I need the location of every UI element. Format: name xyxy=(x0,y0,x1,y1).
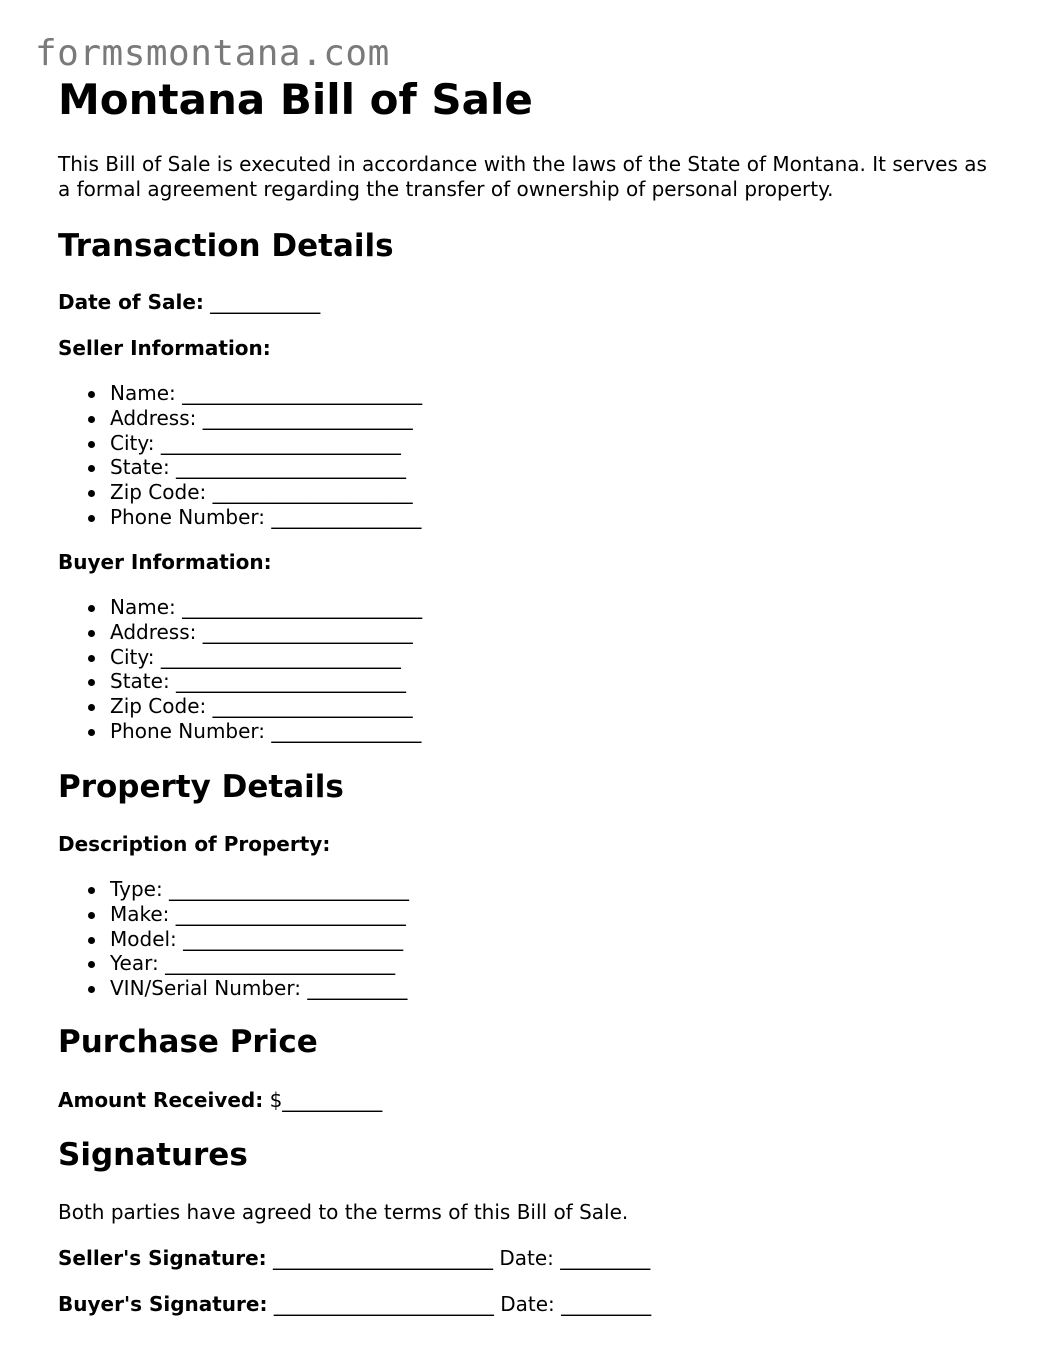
intro-paragraph: This Bill of Sale is executed in accordance with the laws of the State of Montana. It serves as a formal agreement regarding the transfer of ownership of personal property. xyxy=(58,152,987,201)
purchase-price-heading: Purchase Price xyxy=(58,1024,318,1060)
buyer-signature-line xyxy=(58,1292,651,1317)
property-make-field[interactable]: Make: _______________________ xyxy=(110,902,409,927)
buyer-address-field[interactable]: Address: _____________________ xyxy=(110,620,422,645)
seller-address-field[interactable]: Address: _____________________ xyxy=(110,406,422,431)
buyer-city-field[interactable]: City: ________________________ xyxy=(110,645,422,670)
amount-received-field[interactable]: $__________ xyxy=(269,1088,383,1112)
seller-info-list xyxy=(58,381,422,530)
buyer-info-list xyxy=(58,595,422,744)
buyer-signature-label: Buyer's Signature: xyxy=(58,1292,268,1316)
signatures-heading: Signatures xyxy=(58,1137,248,1173)
property-model-field[interactable]: Model: ______________________ xyxy=(110,927,409,952)
transaction-details-heading: Transaction Details xyxy=(58,228,394,264)
seller-signature-line xyxy=(58,1246,650,1271)
seller-signature-label: Seller's Signature: xyxy=(58,1246,267,1270)
amount-received-line xyxy=(58,1088,382,1113)
property-description-heading xyxy=(58,832,330,857)
buyer-name-field[interactable]: Name: ________________________ xyxy=(110,595,423,619)
seller-info-label: Seller Information: xyxy=(58,336,271,360)
seller-info-heading xyxy=(58,336,271,361)
buyer-phone-field[interactable]: Phone Number: _______________ xyxy=(110,718,422,743)
agreement-statement: Both parties have agreed to the terms of this Bill of Sale. xyxy=(58,1200,629,1224)
buyer-signature-field[interactable]: ______________________ Date: _________ xyxy=(273,1292,652,1316)
date-of-sale-label: Date of Sale: xyxy=(58,290,204,314)
document-title: Montana Bill of Sale xyxy=(58,75,533,124)
date-of-sale-field[interactable]: ___________ xyxy=(210,290,321,314)
seller-zip-field[interactable]: Zip Code: ____________________ xyxy=(110,480,422,505)
site-watermark: formsmontana.com xyxy=(35,33,390,74)
amount-received-label: Amount Received: xyxy=(58,1088,264,1112)
property-type-field[interactable]: Type: ________________________ xyxy=(110,877,410,901)
seller-signature-field[interactable]: ______________________ Date: _________ xyxy=(273,1246,651,1270)
date-of-sale-line xyxy=(58,290,320,315)
buyer-info-heading xyxy=(58,550,272,575)
property-year-field[interactable]: Year: _______________________ xyxy=(110,951,409,976)
seller-state-field[interactable]: State: _______________________ xyxy=(110,455,422,480)
property-details-heading: Property Details xyxy=(58,769,344,805)
buyer-info-label: Buyer Information: xyxy=(58,550,272,574)
seller-phone-field[interactable]: Phone Number: _______________ xyxy=(110,504,422,529)
seller-city-field[interactable]: City: ________________________ xyxy=(110,431,422,456)
buyer-zip-field[interactable]: Zip Code: ____________________ xyxy=(110,694,422,719)
buyer-state-field[interactable]: State: _______________________ xyxy=(110,669,422,694)
property-description-label: Description of Property: xyxy=(58,832,331,856)
property-vin-field[interactable]: VIN/Serial Number: __________ xyxy=(110,976,408,1001)
seller-name-field[interactable]: Name: ________________________ xyxy=(110,381,423,405)
property-fields-list xyxy=(58,877,409,1001)
